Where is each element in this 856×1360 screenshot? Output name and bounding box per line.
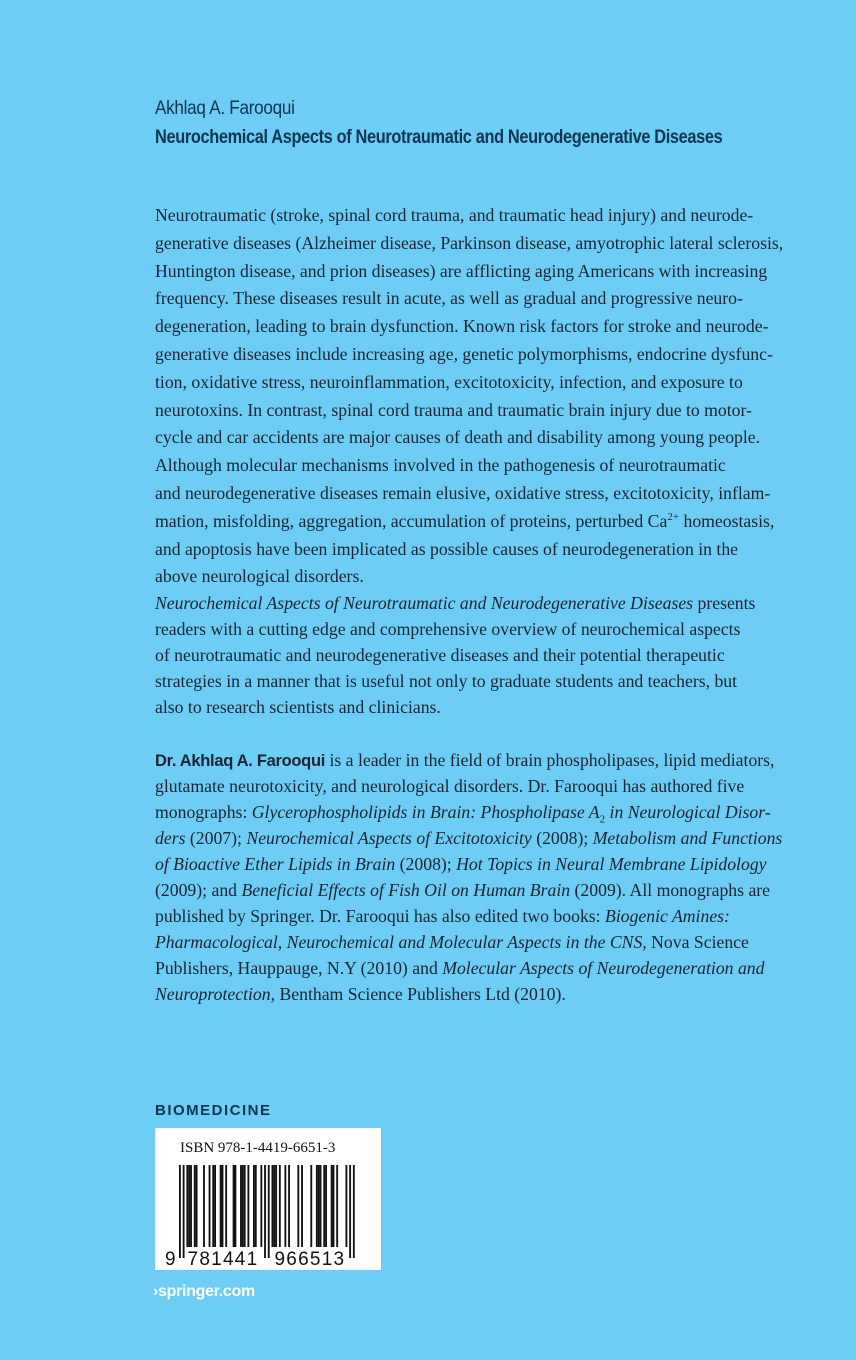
barcode-bar bbox=[346, 1165, 348, 1247]
text-line bbox=[155, 536, 783, 564]
barcode-bar bbox=[209, 1165, 211, 1247]
barcode-bar bbox=[179, 1165, 181, 1258]
text-line bbox=[155, 955, 782, 981]
text-segment: readers with a cutting edge and comprehensive overview of neurochemical aspects bbox=[155, 619, 741, 639]
author-bio-paragraph bbox=[155, 747, 782, 1007]
text-line bbox=[155, 747, 782, 773]
text-segment: strategies in a manner that is useful not only to graduate students and teachers, but bbox=[155, 671, 738, 691]
text-segment: 2+ bbox=[667, 510, 680, 523]
text-segment: also to research scientists and clinicians. bbox=[155, 697, 441, 717]
text-segment: Glycerophospholipids in Brain: Phospholipase A bbox=[251, 802, 600, 822]
barcode-bar bbox=[320, 1165, 322, 1247]
barcode-digits: 9 bbox=[165, 1249, 176, 1270]
text-segment: 2 bbox=[599, 813, 606, 826]
barcode-bar bbox=[333, 1165, 335, 1247]
text-line bbox=[155, 877, 782, 903]
barcode-bar bbox=[212, 1165, 214, 1247]
text-line bbox=[155, 851, 782, 877]
barcode-bar bbox=[240, 1165, 242, 1247]
barcode-bar bbox=[268, 1165, 270, 1258]
isbn-label: ISBN 978-1-4419-6651-3 bbox=[180, 1140, 336, 1156]
text-segment: degeneration, leading to brain dysfunction. Known risk factors for stroke and neurode- bbox=[155, 316, 769, 337]
text-line bbox=[155, 642, 755, 668]
text-segment: ders bbox=[155, 828, 186, 848]
text-segment: tion, oxidative stress, neuroinflammation, excitotoxicity, infection, and exposure to bbox=[155, 371, 743, 392]
text-segment: Neuroprotection, bbox=[155, 984, 276, 1004]
text-segment: (2009); and bbox=[155, 880, 242, 900]
text-line bbox=[155, 563, 783, 591]
text-segment: generative diseases (Alzheimer disease, Parkinson disease, amyotrophic lateral sclerosis, bbox=[155, 232, 784, 253]
text-line bbox=[155, 202, 783, 230]
text-segment: Molecular Aspects of Neurodegeneration and bbox=[442, 958, 765, 978]
text-segment: Publishers, Hauppauge, N.Y (2010) and bbox=[155, 958, 443, 978]
text-line bbox=[155, 668, 755, 694]
text-segment: neurotoxins. In contrast, spinal cord trauma and traumatic brain injury due to motor- bbox=[155, 399, 752, 420]
text-segment: (2009). All monographs are bbox=[570, 880, 771, 900]
barcode-bar bbox=[190, 1165, 192, 1247]
barcode-bar bbox=[244, 1165, 246, 1247]
text-segment: and neurodegenerative diseases remain elusive, oxidative stress, excitotoxicity, inflam- bbox=[155, 482, 771, 503]
barcode-bars bbox=[155, 1128, 381, 1270]
text-line bbox=[155, 981, 782, 1007]
text-segment: above neurological disorders. bbox=[155, 566, 364, 587]
text-segment: Although molecular mechanisms involved in the pathogenesis of neurotraumatic bbox=[155, 455, 726, 476]
barcode-bar bbox=[196, 1165, 198, 1247]
text-line bbox=[155, 480, 783, 508]
text-segment: Bentham Science Publishers Ltd (2010). bbox=[275, 984, 566, 1004]
barcode-bar bbox=[279, 1165, 281, 1247]
text-segment: (2008); bbox=[395, 854, 457, 874]
publisher-link[interactable] bbox=[153, 1283, 255, 1301]
barcode-bar bbox=[260, 1165, 262, 1247]
barcode-bar bbox=[310, 1165, 312, 1247]
text-segment: Pharmacological, Neurochemical and Molecular Aspects in the CNS, bbox=[155, 932, 647, 952]
text-segment: Dr. Akhlaq A. Farooqui bbox=[155, 752, 326, 770]
barcode-bar bbox=[222, 1165, 224, 1247]
barcode-bar bbox=[318, 1165, 320, 1247]
barcode-bar bbox=[284, 1165, 286, 1247]
barcode-bar bbox=[247, 1165, 249, 1247]
overview-paragraph bbox=[155, 590, 755, 720]
barcode-bar bbox=[235, 1165, 237, 1247]
barcode-bar bbox=[186, 1165, 188, 1247]
text-segment: and apoptosis have been implicated as possible causes of neurodegeneration in the bbox=[155, 538, 739, 559]
text-segment: presents bbox=[693, 593, 756, 613]
text-segment: Huntington disease, and prion diseases) are afflicting aging Americans with increasing bbox=[155, 260, 768, 281]
barcode-bar bbox=[349, 1165, 351, 1258]
text-segment: frequency. These diseases result in acute, as well as gradual and progressive neuro- bbox=[155, 288, 743, 309]
text-segment: (2007); bbox=[185, 828, 247, 848]
text-line bbox=[155, 508, 783, 536]
text-line bbox=[155, 903, 782, 929]
text-line bbox=[155, 369, 783, 397]
text-line bbox=[155, 313, 783, 341]
barcode-digits: 966513 bbox=[274, 1249, 345, 1270]
barcode-bar bbox=[288, 1165, 290, 1247]
barcode-bar bbox=[331, 1165, 333, 1247]
barcode-bar bbox=[203, 1165, 205, 1247]
text-segment: is a leader in the field of brain phospholipases, lipid mediators, bbox=[325, 750, 775, 770]
barcode-digits: 781441 bbox=[187, 1249, 258, 1270]
text-line bbox=[155, 230, 783, 258]
series-label: BIOMEDICINE bbox=[155, 1102, 272, 1119]
barcode-bar bbox=[297, 1165, 299, 1247]
book-title: Neurochemical Aspects of Neurotraumatic and Neurodegenerative Diseases bbox=[155, 127, 723, 148]
barcode-bar bbox=[301, 1165, 303, 1247]
barcode-bar bbox=[272, 1165, 274, 1247]
text-segment: in Neurological Disor- bbox=[605, 802, 771, 822]
text-line bbox=[155, 341, 783, 369]
text-segment: Metabolism and Functions bbox=[592, 828, 783, 848]
text-line bbox=[155, 773, 782, 799]
barcode-bar bbox=[323, 1165, 325, 1247]
barcode-bar bbox=[220, 1165, 222, 1247]
text-segment: generative diseases include increasing age, genetic polymorphisms, endocrine dysfunc- bbox=[155, 343, 773, 364]
text-line bbox=[155, 590, 755, 616]
barcode-bar bbox=[214, 1165, 216, 1247]
text-segment: published by Springer. Dr. Farooqui has also edited two books: bbox=[155, 906, 606, 926]
text-line bbox=[155, 825, 782, 851]
isbn-barcode bbox=[155, 1128, 381, 1270]
text-segment: monographs: bbox=[155, 802, 252, 822]
barcode-bar bbox=[183, 1165, 185, 1258]
text-segment: Nova Science bbox=[646, 932, 749, 952]
text-line bbox=[155, 616, 755, 642]
text-line bbox=[155, 452, 783, 480]
text-segment: Hot Topics in Neural Membrane Lipidology bbox=[456, 854, 767, 874]
text-segment: of neurotraumatic and neurodegenerative diseases and their potential therapeutic bbox=[155, 645, 725, 665]
text-segment: Neurochemical Aspects of Neurotraumatic and Neurodegenerative Diseases bbox=[155, 593, 694, 613]
text-segment: homeostasis, bbox=[679, 510, 775, 531]
barcode-bar bbox=[273, 1165, 275, 1247]
barcode-bar bbox=[225, 1165, 227, 1247]
text-segment: (2008); bbox=[531, 828, 593, 848]
description-paragraph bbox=[155, 202, 783, 591]
author-name: Akhlaq A. Farooqui bbox=[155, 98, 295, 119]
barcode-bar bbox=[253, 1165, 255, 1247]
barcode-bar bbox=[316, 1165, 318, 1247]
publisher-link-text: springer.com bbox=[158, 1283, 255, 1300]
barcode-bar bbox=[336, 1165, 338, 1247]
text-line bbox=[155, 285, 783, 313]
text-segment: Neurochemical Aspects of Excitotoxicity bbox=[246, 828, 532, 848]
text-segment: mation, misfolding, aggregation, accumulation of proteins, perturbed Ca bbox=[155, 510, 668, 531]
barcode-bar bbox=[242, 1165, 244, 1247]
barcode-bar bbox=[353, 1165, 355, 1258]
text-line bbox=[155, 799, 782, 825]
barcode-bar bbox=[255, 1165, 257, 1247]
text-line bbox=[155, 694, 755, 720]
text-line bbox=[155, 929, 782, 955]
text-segment: Biogenic Amines: bbox=[605, 906, 730, 926]
text-line bbox=[155, 397, 783, 425]
barcode-bar bbox=[325, 1165, 327, 1247]
text-segment: Neurotraumatic (stroke, spinal cord trauma, and traumatic head injury) and neurode- bbox=[155, 205, 754, 225]
barcode-bar bbox=[194, 1165, 196, 1247]
barcode-bar bbox=[233, 1165, 235, 1247]
arrow-icon: › bbox=[153, 1283, 159, 1300]
barcode-bar bbox=[264, 1165, 266, 1258]
barcode-bar bbox=[188, 1165, 190, 1247]
text-segment: glutamate neurotoxicity, and neurological disorders. Dr. Farooqui has authored five bbox=[155, 776, 745, 796]
text-line bbox=[155, 258, 783, 286]
barcode-bar bbox=[275, 1165, 277, 1247]
text-line bbox=[155, 424, 783, 452]
text-segment: of Bioactive Ether Lipids in Brain bbox=[155, 854, 396, 874]
text-segment: cycle and car accidents are major causes of death and disability among young people. bbox=[155, 427, 761, 448]
text-segment: Beneficial Effects of Fish Oil on Human Brain bbox=[241, 880, 571, 900]
